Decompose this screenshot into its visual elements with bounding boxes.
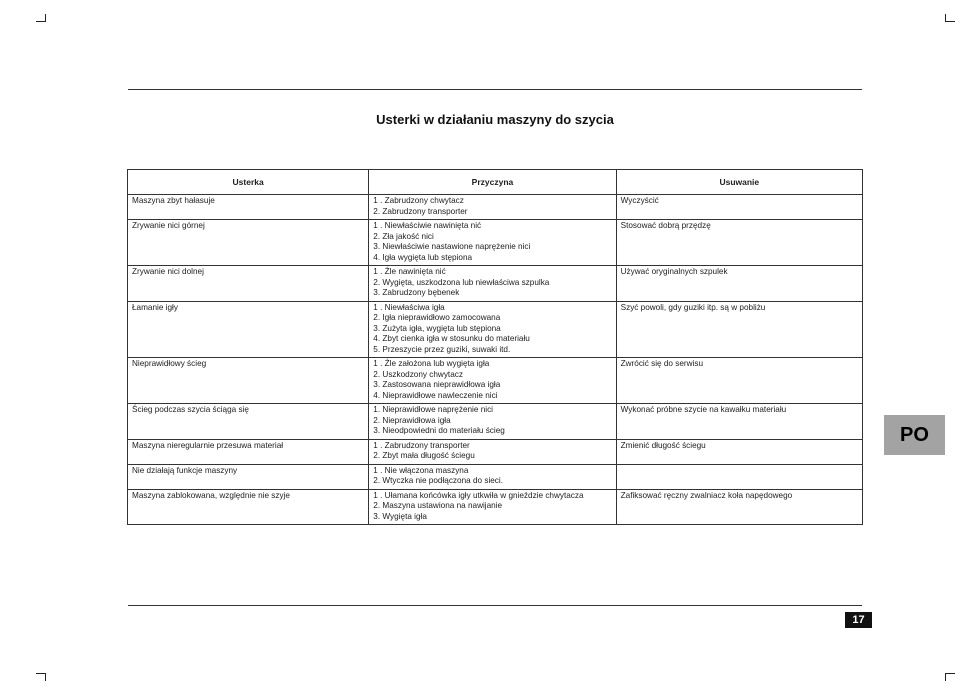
header-cause: Przyczyna <box>369 170 616 195</box>
crop-mark-bottom-right-v <box>945 673 946 681</box>
cause-line: 2. Zła jakość nici <box>373 231 434 241</box>
cause-line: 3. Wygięta igła <box>373 511 427 521</box>
remedy-cell <box>616 464 862 489</box>
remedy-cell: Stosować dobrą przędzę <box>616 220 862 266</box>
cause-cell <box>369 220 616 266</box>
cause-line: 1 . Niewłaściwie nawinięta nić <box>373 221 482 230</box>
cause-cell <box>369 195 616 220</box>
crop-mark-top-left-h <box>36 21 45 22</box>
cause-cell <box>369 404 616 440</box>
page-number: 17 <box>845 612 872 628</box>
page-title: Usterki w działaniu maszyny do szycia <box>376 112 614 127</box>
cause-line: 1. Nieprawidłowe naprężenie nici <box>373 405 493 414</box>
cause-line: 2. Zabrudzony transporter <box>373 206 468 216</box>
crop-mark-bottom-left-h <box>36 673 45 674</box>
fault-cell: Ścieg podczas szycia ściąga się <box>128 404 369 440</box>
cause-line: 2. Igła nieprawidłowo zamocowana <box>373 313 501 322</box>
cause-line: 2. Zbyt mała długość ściegu <box>373 451 475 460</box>
remedy-cell: Zmienić długość ściegu <box>616 439 862 464</box>
cause-line: 2. Uszkodzony chwytacz <box>373 369 463 379</box>
crop-mark-bottom-right-h <box>946 673 955 674</box>
cause-line: 1 . Niewłaściwa igła <box>373 302 445 312</box>
fault-cell: Maszyna zbyt hałasuje <box>128 195 369 220</box>
cause-line: 3. Zastosowana nieprawidłowa igła <box>373 380 501 389</box>
remedy-cell: Zafiksować ręczny zwalniacz koła napędowego <box>616 489 862 525</box>
table-row <box>128 266 863 302</box>
table-row <box>128 358 863 404</box>
crop-mark-top-left-v <box>45 14 46 22</box>
table-header-row <box>128 170 863 195</box>
cause-line: 2. Nieprawidłowa igła <box>373 415 451 425</box>
cause-line: 2. Wygięta, uszkodzona lub niewłaściwa szpulka <box>373 277 550 287</box>
fault-cell: Nie działają funkcje maszyny <box>128 464 369 489</box>
header-fault: Usterka <box>128 170 369 195</box>
cause-line: 5. Przeszycie przez guziki, suwaki itd. <box>373 344 511 354</box>
cause-line: 2. Maszyna ustawiona na nawijanie <box>373 501 503 510</box>
cause-line: 1 . Źle założona lub wygięta igła <box>373 359 490 368</box>
fault-cell: Zrywanie nici górnej <box>128 220 369 266</box>
crop-mark-top-right-v <box>945 14 946 22</box>
troubleshooting-table <box>127 169 863 525</box>
remedy-cell: Zwrócić się do serwisu <box>616 358 862 404</box>
fault-cell: Łamanie igły <box>128 301 369 358</box>
cause-line: 4. Zbyt cienka igła w stosunku do materiału <box>373 334 530 343</box>
fault-cell: Maszyna nieregularnie przesuwa materiał <box>128 439 369 464</box>
cause-line: 1 . Ułamana końcówka igły utkwiła w gnieździe chwytacza <box>373 490 584 500</box>
table-row <box>128 195 863 220</box>
remedy-cell: Szyć powoli, gdy guziki itp. są w pobliżu <box>616 301 862 358</box>
cause-cell <box>369 439 616 464</box>
cause-line: 3. Nieodpowiedni do materiału ścieg <box>373 426 505 435</box>
cause-cell <box>369 266 616 302</box>
table-row <box>128 301 863 358</box>
fault-cell: Nieprawidłowy ścieg <box>128 358 369 404</box>
cause-line: 1 . Źle nawinięta nić <box>373 267 446 276</box>
cause-line: 4. Igła wygięta lub stępiona <box>373 252 473 262</box>
fault-cell: Zrywanie nici dolnej <box>128 266 369 302</box>
cause-line: 3. Niewłaściwie nastawione naprężenie nici <box>373 242 531 251</box>
table-row <box>128 220 863 266</box>
remedy-cell: Wyczyścić <box>616 195 862 220</box>
top-rule <box>128 89 862 90</box>
cause-cell <box>369 464 616 489</box>
table-row <box>128 489 863 525</box>
cause-cell <box>369 301 616 358</box>
table-body <box>128 195 863 525</box>
remedy-cell: Wykonać próbne szycie na kawałku materiału <box>616 404 862 440</box>
bottom-rule <box>128 605 862 606</box>
header-remedy: Usuwanie <box>616 170 862 195</box>
table-row <box>128 464 863 489</box>
cause-line: 2. Wtyczka nie podłączona do sieci. <box>373 476 503 485</box>
cause-line: 3. Zabrudzony bębenek <box>373 288 460 297</box>
table-row <box>128 439 863 464</box>
cause-line: 1 . Zabrudzony transporter <box>373 440 470 450</box>
remedy-cell: Używać oryginalnych szpulek <box>616 266 862 302</box>
crop-mark-bottom-left-v <box>45 673 46 681</box>
language-tab: PO <box>884 415 945 455</box>
fault-cell: Maszyna zablokowana, względnie nie szyje <box>128 489 369 525</box>
crop-mark-top-right-h <box>946 21 955 22</box>
table-row <box>128 404 863 440</box>
cause-cell <box>369 489 616 525</box>
cause-cell <box>369 358 616 404</box>
cause-line: 4. Nieprawidłowe nawleczenie nici <box>373 390 498 400</box>
cause-line: 1 . Nie włączona maszyna <box>373 465 469 475</box>
cause-line: 1 . Zabrudzony chwytacz <box>373 196 464 205</box>
cause-line: 3. Zużyta igła, wygięta lub stępiona <box>373 323 501 333</box>
